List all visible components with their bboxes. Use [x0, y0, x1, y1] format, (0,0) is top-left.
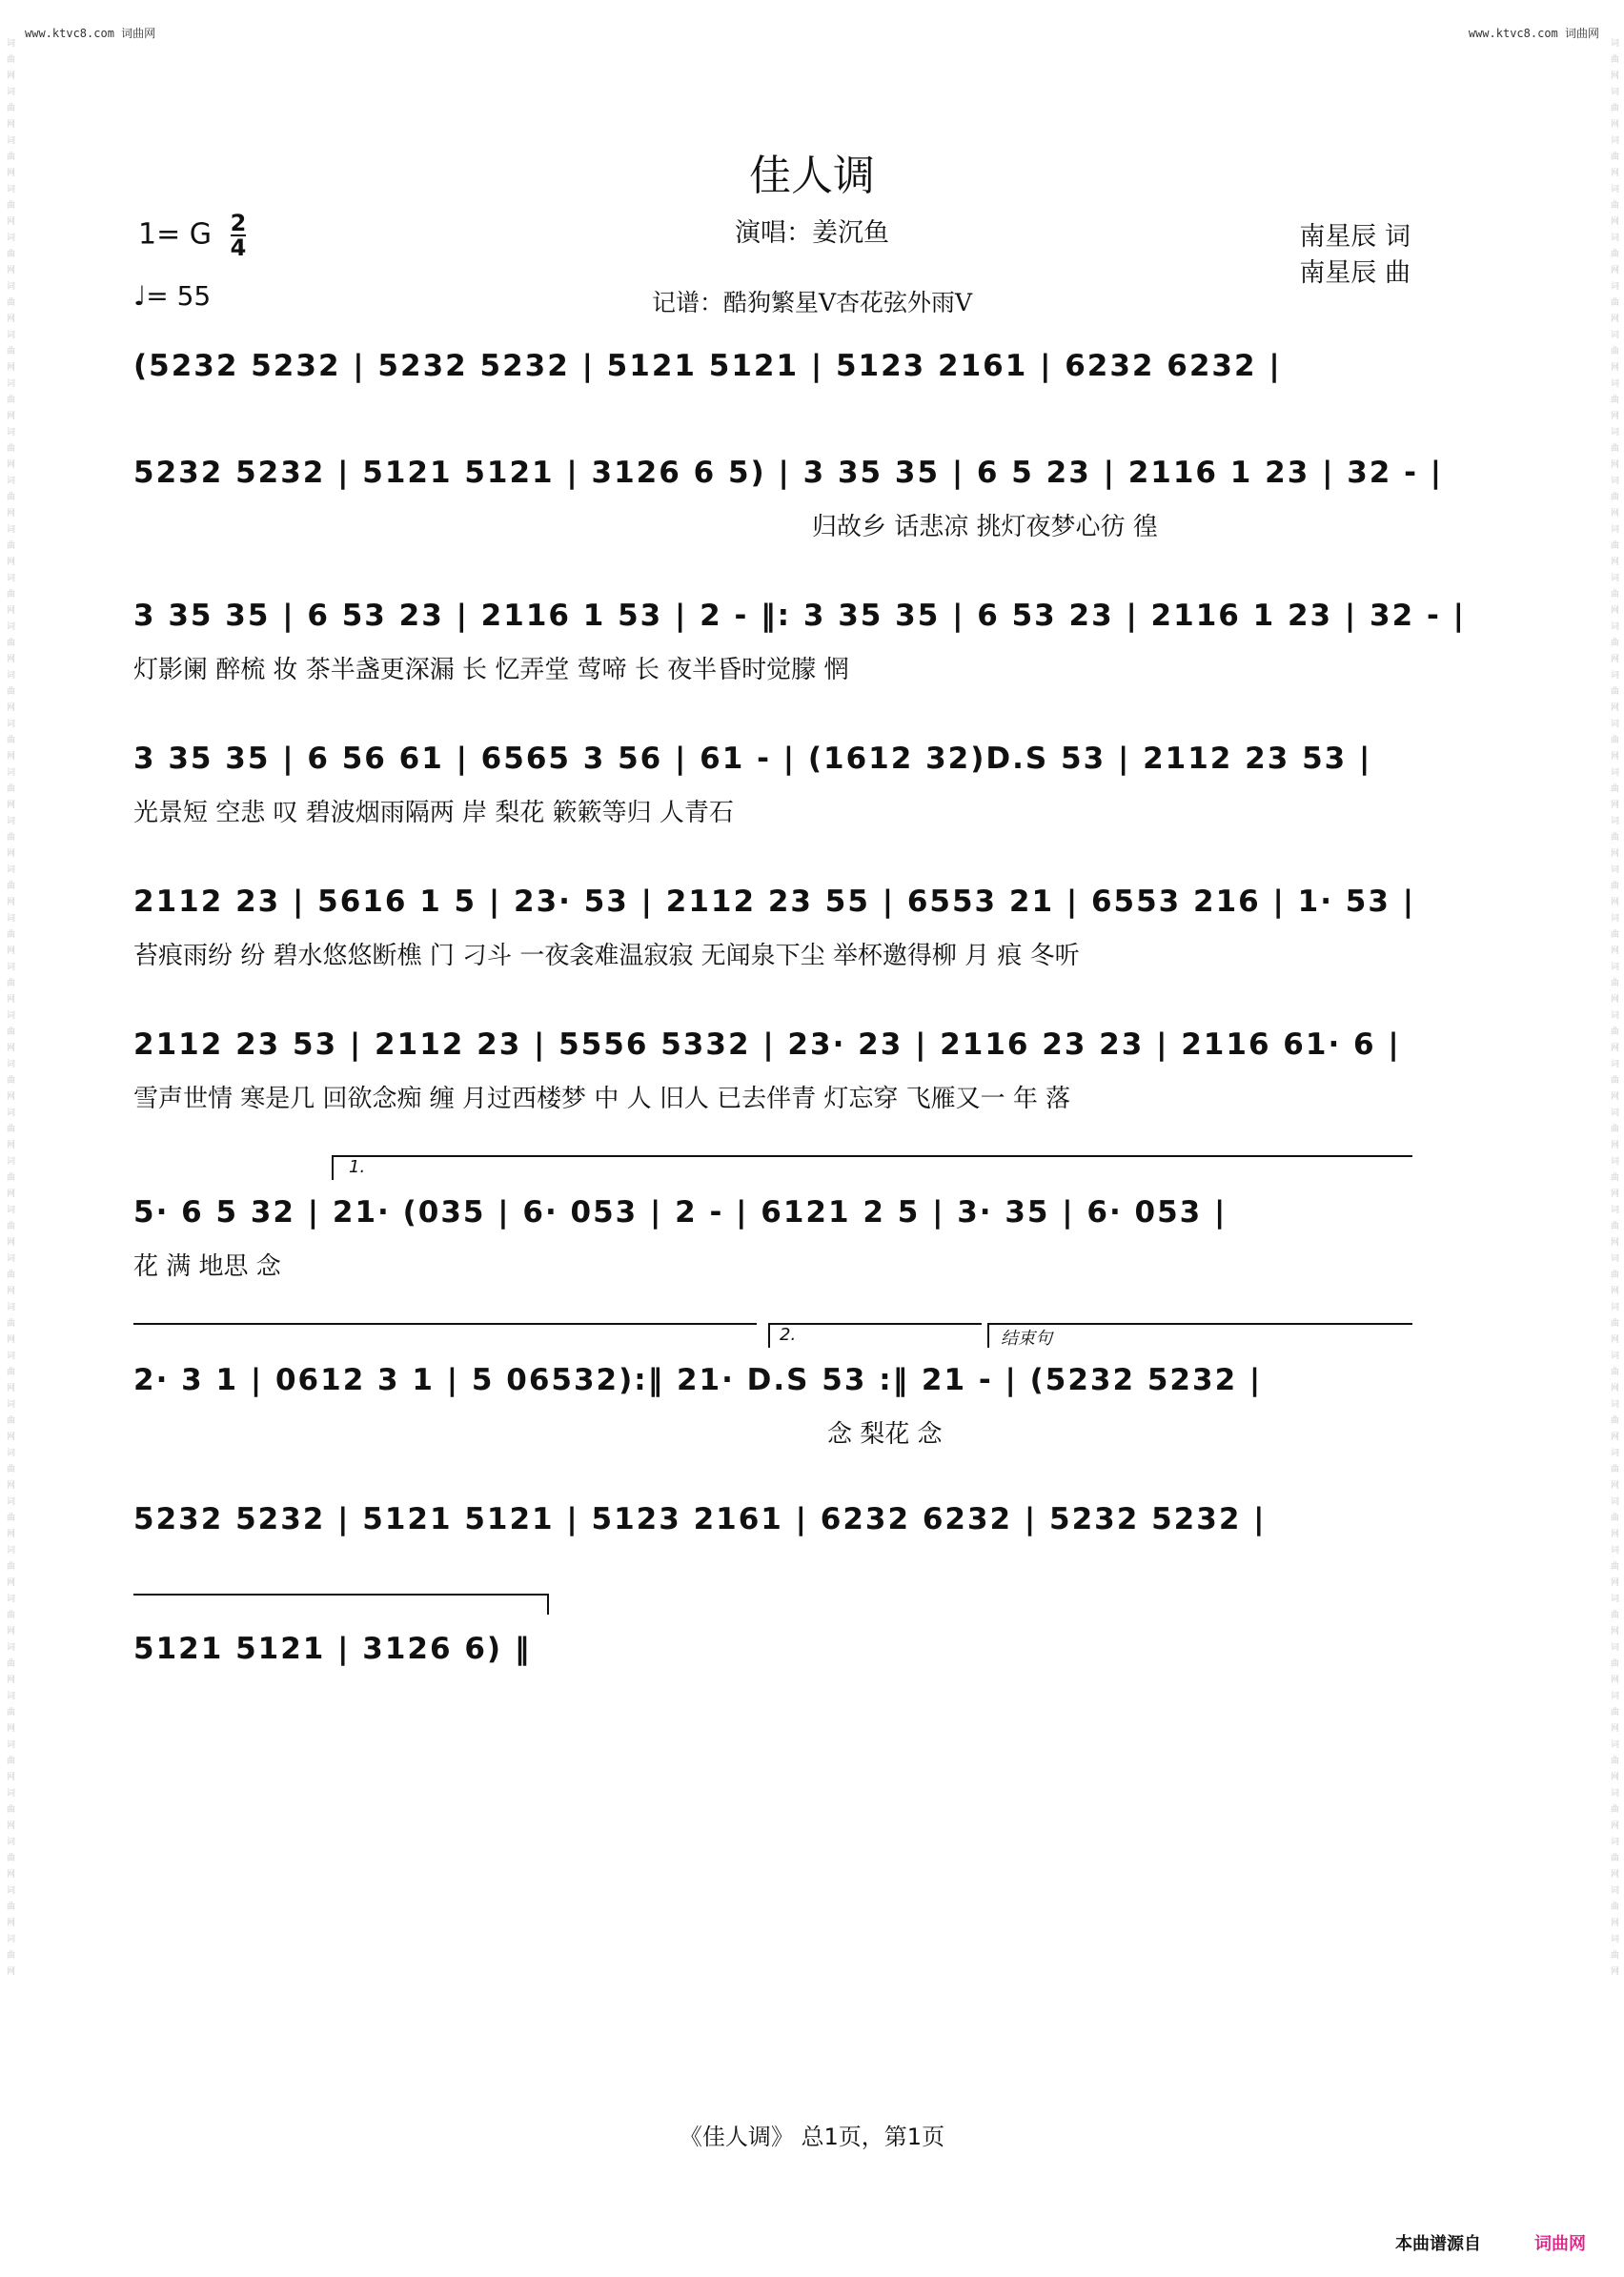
- time-denominator: 4: [230, 234, 247, 261]
- page-info: 《佳人调》 总1页，第1页: [679, 2124, 945, 2150]
- key-label: 1= G: [138, 217, 213, 252]
- lyric-line: 念 梨花 念: [827, 1420, 943, 1449]
- singer: 演唱：姜沉鱼: [735, 218, 889, 248]
- notation-line: (5232 5232 | 5232 5232 | 5121 5121 | 5123 2161 | 6232 6232 |: [133, 349, 1282, 383]
- volta-label-1: 1.: [349, 1157, 366, 1177]
- notation-line: 2112 23 | 5616 1 5 | 23· 53 | 2112 23 55 | 6553 21 | 6553 216 | 1· 53 |: [133, 884, 1416, 919]
- notation-line: 3 35 35 | 6 56 61 | 6565 3 56 | 61 - | (1612 32)D.S 53 | 2112 23 53 |: [133, 742, 1372, 776]
- tempo-marking: ♩= 55: [133, 280, 212, 312]
- volta-continuation: [133, 1323, 757, 1325]
- notation-line: 5121 5121 | 3126 6) ‖: [133, 1632, 532, 1666]
- coda-bracket: [133, 1594, 549, 1615]
- notation-line: 5232 5232 | 5121 5121 | 3126 6 5) | 3 35 35 | 6 5 23 | 2116 1 23 | 32 - |: [133, 456, 1444, 490]
- source-brand-link[interactable]: 词曲网: [1534, 2234, 1586, 2254]
- notation-line: 5· 6 5 32 | 21· (035 | 6· 053 | 2 - | 6121 2 5 | 3· 35 | 6· 053 |: [133, 1195, 1228, 1230]
- lyric-line: 苔痕雨纷 纷 碧水悠悠断樵 门 刁斗 一夜衾难温寂寂 无闻泉下尘 举杯邀得柳 月 痕 冬听: [133, 942, 1080, 970]
- key-signature: [138, 212, 246, 259]
- notation-line: 2112 23 53 | 2112 23 | 5556 5332 | 23· 23 | 2116 23 23 | 2116 61· 6 |: [133, 1027, 1401, 1062]
- time-signature: [231, 212, 247, 259]
- time-numerator: 2: [230, 210, 247, 236]
- notation-line: 5232 5232 | 5121 5121 | 5123 2161 | 6232 6232 | 5232 5232 |: [133, 1502, 1267, 1536]
- site-mark-left: www.ktvc8.com 词曲网: [25, 27, 156, 40]
- watermark-left: 词曲网词曲网词曲网词曲网词曲网词曲网词曲网词曲网词曲网词曲网词曲网词曲网词曲网词曲网词曲网词曲网词曲网词曲网词曲网词曲网词曲网词曲网词曲网词曲网词曲网词曲网词曲网词曲网词曲网词曲网词曲网词曲网词曲网词曲网词曲网词曲网词曲网词曲网词曲网词曲网: [5, 38, 14, 1982]
- watermark-right: 词曲网词曲网词曲网词曲网词曲网词曲网词曲网词曲网词曲网词曲网词曲网词曲网词曲网词曲网词曲网词曲网词曲网词曲网词曲网词曲网词曲网词曲网词曲网词曲网词曲网词曲网词曲网词曲网词曲网词曲网词曲网词曲网词曲网词曲网词曲网词曲网词曲网词曲网词曲网词曲网: [1609, 38, 1618, 1982]
- volta-bracket-1: [332, 1155, 1412, 1180]
- notation-line: 3 35 35 | 6 53 23 | 2116 1 53 | 2 - ‖: 3 35 35 | 6 53 23 | 2116 1 23 | 32 - |: [133, 599, 1466, 633]
- notation-line: 2· 3 1 | 0612 3 1 | 5 06532):‖ 21· D.S 53 :‖ 21 - | (5232 5232 |: [133, 1363, 1263, 1397]
- lyric-line: 花 满 地思 念: [133, 1252, 281, 1281]
- volta-bracket-2: [768, 1323, 982, 1348]
- lyric-line: 归故乡 话悲凉 挑灯夜梦心彷 徨: [812, 513, 1158, 541]
- source-label: 本曲谱源自: [1395, 2234, 1481, 2254]
- lyric-line: 光景短 空悲 叹 碧波烟雨隔两 岸 梨花 簌簌等归 人青石: [133, 799, 734, 827]
- ending-label: 结束句: [1001, 1329, 1052, 1349]
- site-mark-right: www.ktvc8.com 词曲网: [1468, 27, 1599, 40]
- volta-label-2: 2.: [780, 1325, 797, 1345]
- credits: [1299, 219, 1411, 292]
- lyric-line: 雪声世情 寒是几 回欲念痴 缠 月过西楼梦 中 人 旧人 已去伴青 灯忘穿 飞雁又一 年 落: [133, 1085, 1071, 1113]
- song-title: 佳人调: [749, 152, 875, 200]
- lyricist: 南星辰 词: [1299, 222, 1411, 252]
- scribe-credit: 记谱：酷狗繁星V杏花弦外雨V: [651, 289, 973, 316]
- lyric-line: 灯影阑 醉梳 妆 茶半盏更深漏 长 忆弄堂 莺啼 长 夜半昏时觉朦 惘: [133, 656, 849, 684]
- composer: 南星辰 曲: [1299, 258, 1411, 288]
